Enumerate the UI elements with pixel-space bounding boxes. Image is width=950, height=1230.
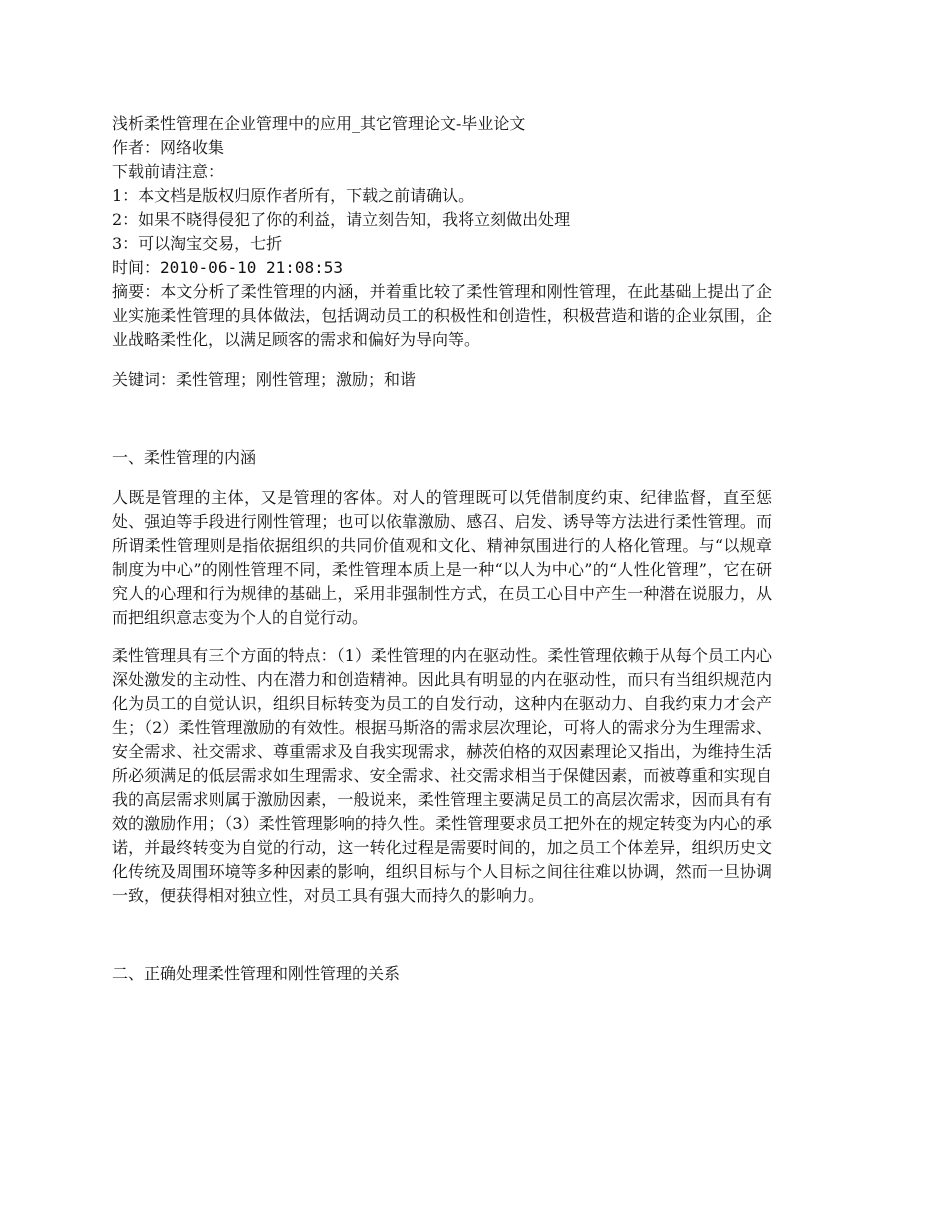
timestamp-label: 时间： [112,258,161,277]
section1-paragraph-1: 人既是管理的主体，又是管理的客体。对人的管理既可以凭借制度约束、纪律监督，直至惩处、强迫等手段进行刚性管理；也可以依靠激励、感召、启发、诱导等方法进行柔性管理。而所谓柔性管理则是指依据组织的共同价值观和文化、精神氛围进行的人格化管理。与“以规章制度为中心”的刚性管理不同，柔性管理本质上是一种“以人为中心”的“人性化管理”，它在研究人的心理和行为规律的基础上，采用非强制性方式，在员工心目中产生一种潜在说服力，从而把组织意志变为个人的自觉行动。 [112,488,772,627]
timestamp-value: 2010-06-10 21:08:53 [160,258,344,277]
document-author: 作者：网络收集 [112,138,225,157]
notice-item-3: 3：可以淘宝交易，七折 [112,234,283,253]
download-notice-heading: 下载前请注意： [112,162,225,181]
notice-item-2: 2：如果不晓得侵犯了你的利益，请立刻告知，我将立刻做出处理 [112,210,571,229]
section-heading-2: 二、正确处理柔性管理和刚性管理的关系 [112,964,401,983]
document-title: 浅析柔性管理在企业管理中的应用_其它管理论文-毕业论文 [112,114,526,133]
notice-item-1: 1：本文档是版权归原作者所有，下载之前请确认。 [112,186,475,205]
keywords-line: 关键词：柔性管理；刚性管理；激励；和谐 [112,370,417,389]
document-timestamp [112,256,772,280]
document-page [112,112,772,986]
section-heading-1: 一、柔性管理的内涵 [112,448,257,467]
abstract-paragraph: 摘要：本文分析了柔性管理的内涵，并着重比较了柔性管理和刚性管理，在此基础上提出了企业实施柔性管理的具体做法，包括调动员工的积极性和创造性，积极营造和谐的企业氛围，企业战略柔性化，以满足顾客的需求和偏好为导向等。 [112,282,772,349]
section1-paragraph-2: 柔性管理具有三个方面的特点：（1）柔性管理的内在驱动性。柔性管理依赖于从每个员工内心深处激发的主动性、内在潜力和创造精神。因此具有明显的内在驱动性，而只有当组织规范内化为员工的自觉认识，组织目标转变为员工的自发行动，这种内在驱动力、自我约束力才会产生；（2）柔性管理激励的有效性。根据马斯洛的需求层次理论，可将人的需求分为生理需求、安全需求、社交需求、尊重需求及自我实现需求，赫茨伯格的双因素理论又指出，为维持生活所必须满足的低层需求如生理需求、安全需求、社交需求相当于保健因素，而被尊重和实现自我的高层需求则属于激励因素，一般说来，柔性管理主要满足员工的高层次需求，因而具有有效的激励作用；（3）柔性管理影响的持久性。柔性管理要求员工把外在的规定转变为内心的承诺，并最终转变为自觉的行动，这一转化过程是需要时间的，加之员工个体差异，组织历史文化传统及周围环境等多种因素的影响，组织目标与个人目标之间往往难以协调，然而一旦协调一致，便获得相对独立性，对员工具有强大而持久的影响力。 [112,646,772,905]
